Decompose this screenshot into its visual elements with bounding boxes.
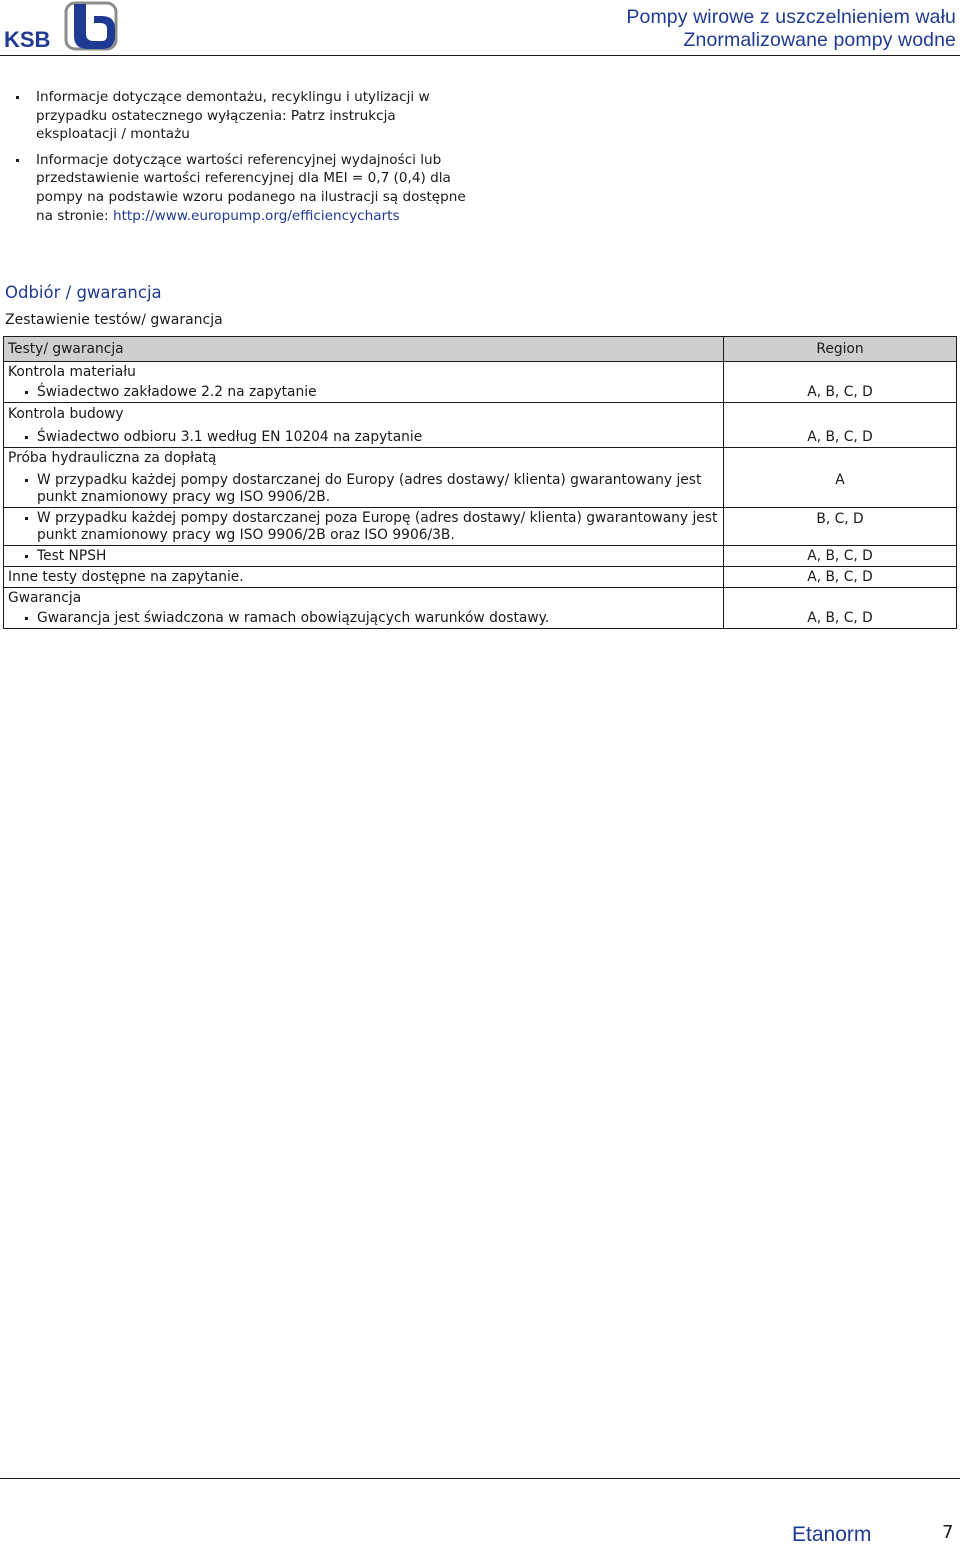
header-title-line1: Pompy wirowe z uszczelnieniem wału [626, 6, 956, 28]
header-divider [0, 55, 960, 56]
test-cell [4, 567, 724, 588]
table-row [4, 382, 957, 403]
region-cell: A, B, C, D [724, 608, 957, 629]
region-cell: A, B, C, D [724, 567, 957, 588]
test-text: Świadectwo odbioru 3.1 według EN 10204 na zapytanie [8, 429, 719, 446]
test-cell [4, 403, 724, 425]
test-cell [4, 424, 724, 448]
intro-bullet [14, 151, 474, 225]
table-row [4, 567, 957, 588]
intro-bullet-text: Informacje dotyczące demontażu, recyklingu i utylizacji w przypadku ostatecznego wyłączenia: Patrz instrukcja eksploatacji / montażu [36, 89, 430, 143]
table-row [4, 508, 957, 546]
test-text: W przypadku każdej pompy dostarczanej do Europy (adres dostawy/ klienta) gwarantowany jest punkt znamionowy pracy wg ISO 9906/2B. [8, 472, 719, 506]
test-text: Gwarancja [8, 590, 82, 606]
test-cell [4, 608, 724, 629]
header-title [626, 6, 956, 52]
test-cell [4, 382, 724, 403]
test-text: Test NPSH [8, 548, 719, 565]
test-text: W przypadku każdej pompy dostarczanej poza Europę (adres dostawy/ klienta) gwarantowany jest punkt znamionowy pracy wg ISO 9906/2B oraz ISO 9906/3B. [8, 510, 719, 544]
region-cell [724, 403, 957, 425]
table-row [4, 608, 957, 629]
test-text: Próba hydrauliczna za dopłatą [8, 450, 217, 466]
footer-divider [0, 1478, 960, 1479]
svg-text:KSB: KSB [4, 27, 51, 52]
col-header-tests: Testy/ gwarancja [4, 337, 724, 362]
test-text: Świadectwo zakładowe 2.2 na zapytanie [8, 384, 719, 401]
col-header-region: Region [724, 337, 957, 362]
region-cell: A, B, C, D [724, 424, 957, 448]
test-cell [4, 468, 724, 508]
test-cell [4, 588, 724, 609]
table-row [4, 468, 957, 508]
test-cell [4, 546, 724, 567]
ksb-logo [2, 0, 118, 52]
table-row [4, 403, 957, 425]
test-text: Kontrola materiału [8, 364, 136, 380]
test-text: Kontrola budowy [8, 406, 124, 422]
region-cell: B, C, D [724, 508, 957, 546]
test-cell [4, 448, 724, 469]
efficiency-charts-link[interactable]: http://www.europump.org/efficiencycharts [112, 207, 400, 224]
page-number: 7 [942, 1522, 954, 1543]
region-cell: A, B, C, D [724, 382, 957, 403]
test-text: Gwarancja jest świadczona w ramach obowiązujących warunków dostawy. [8, 610, 719, 627]
test-text: Inne testy dostępne na zapytanie. [8, 569, 244, 585]
test-cell [4, 362, 724, 383]
tests-table [3, 336, 957, 629]
region-cell [724, 362, 957, 383]
section-title: Odbiór / gwarancja [5, 283, 162, 302]
header-title-line2: Znormalizowane pompy wodne [683, 29, 956, 51]
table-row [4, 588, 957, 609]
region-cell [724, 588, 957, 609]
intro-bullet-text: Informacje dotyczące wartości referencyjnej wydajności lub przedstawienie wartości referencyjnej dla MEI = 0,7 (0,4) dla pompy na podstawie wzoru podanego na ilustracji są dostępne na stronie: [36, 151, 466, 224]
table-row [4, 424, 957, 448]
section-subtitle: Zestawienie testów/ gwarancja [5, 312, 223, 328]
test-cell [4, 508, 724, 546]
region-cell [724, 448, 957, 469]
table-row [4, 546, 957, 567]
table-header-row [4, 337, 957, 362]
table-row [4, 448, 957, 469]
footer-product-name: Etanorm [792, 1523, 872, 1546]
intro-bullet [14, 88, 474, 144]
region-cell: A [724, 468, 957, 508]
region-cell: A, B, C, D [724, 546, 957, 567]
table-row [4, 362, 957, 383]
intro-bullet-list [14, 88, 474, 232]
